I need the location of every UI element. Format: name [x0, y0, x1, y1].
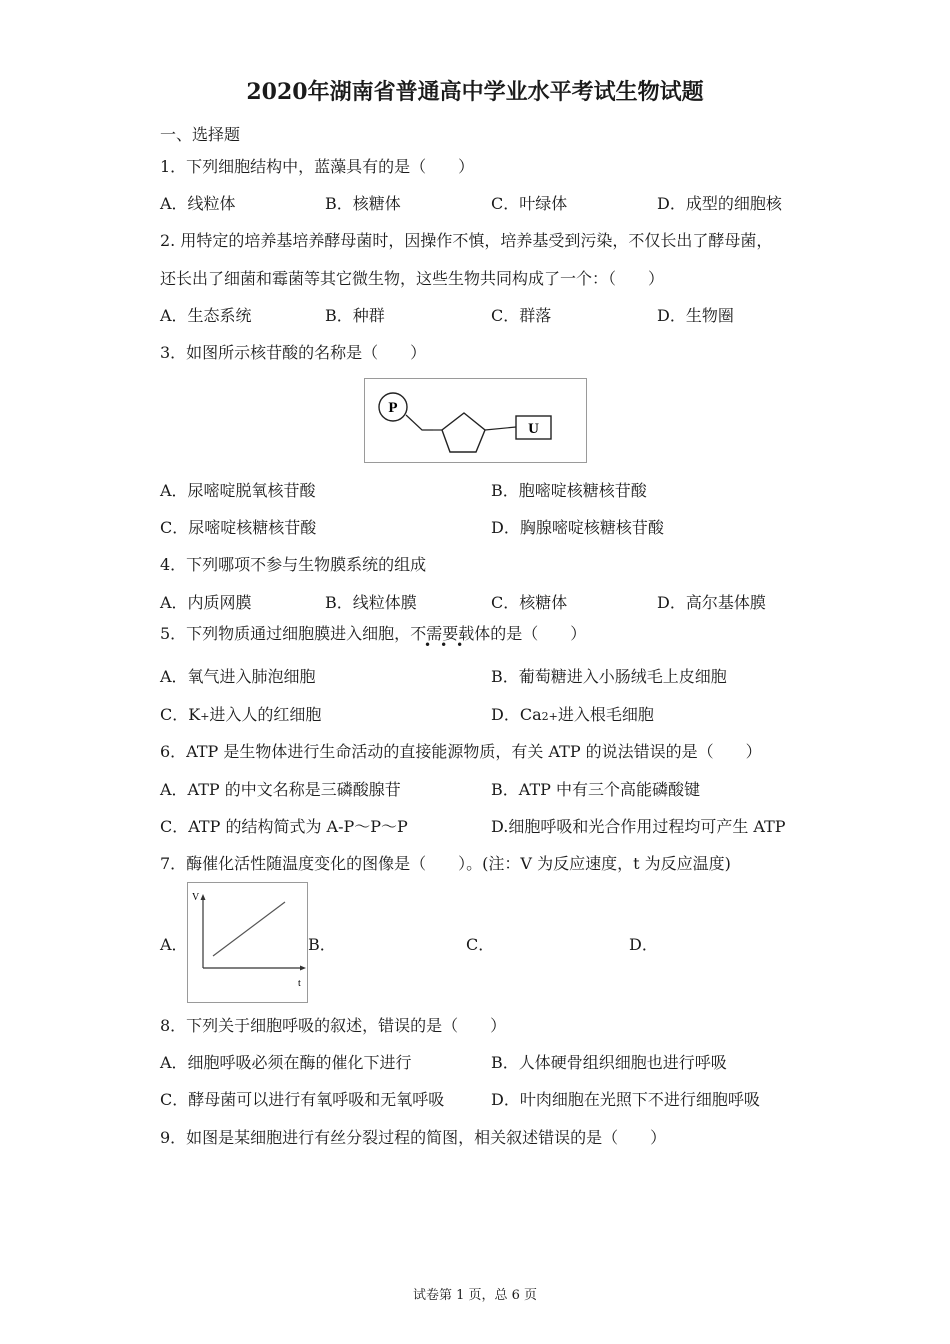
q4-option-d: D．高尔基体膜: [657, 593, 766, 612]
v-axis-label: V: [192, 892, 200, 903]
q4-stem: 4．下列哪项不参与生物膜系统的组成: [160, 555, 427, 574]
q2-stem-line1: 2. 用特定的培养基培养酵母菌时，因操作不慎，培养基受到污染，不仅长出了酵母菌，: [160, 231, 773, 250]
q1-stem: 1．下列细胞结构中，蓝藻具有的是（ ）: [160, 157, 475, 176]
nucleotide-figure: [364, 378, 587, 463]
section-heading: 一、选择题: [160, 125, 241, 144]
q6-option-a: A．ATP 的中文名称是三磷酸腺苷: [160, 780, 401, 799]
q8-option-d: D．叶肉细胞在光照下不进行细胞呼吸: [491, 1090, 760, 1109]
q5-option-c: [160, 705, 321, 727]
q4-option-c: C．核糖体: [491, 593, 568, 612]
base-label: U: [528, 421, 539, 437]
q7-option-d: D．: [629, 935, 658, 954]
page-footer: 试卷第 1 页，总 6 页: [412, 1288, 538, 1303]
q6-stem: 6．ATP 是生物体进行生命活动的直接能源物质，有关 ATP 的说法错误的是（ ）: [160, 742, 762, 761]
emphasis-dots: •••: [424, 638, 473, 652]
q7-stem: 7．酶催化活性随温度变化的图像是（ ）。(注：V 为反应速度，t 为反应温度): [160, 854, 731, 873]
q6-option-b: B．ATP 中有三个高能磷酸键: [491, 780, 700, 799]
q3-option-b: B．胞嘧啶核糖核苷酸: [491, 481, 647, 500]
q3-option-d: D．胸腺嘧啶核糖核苷酸: [491, 518, 664, 537]
q2-option-d: D．生物圈: [657, 306, 734, 325]
q5-option-a: A．氧气进入肺泡细胞: [160, 667, 316, 686]
q5-option-b: B．葡萄糖进入小肠绒毛上皮细胞: [491, 667, 727, 686]
q1-option-c: C．叶绿体: [491, 194, 568, 213]
page-title: 2020年湖南省普通高中学业水平考试生物试题: [246, 79, 704, 105]
q2-option-b: B．种群: [325, 306, 385, 325]
q5-stem: [160, 624, 586, 644]
q4-option-b: B．线粒体膜: [325, 593, 417, 612]
q2-option-c: C．群落: [491, 306, 552, 325]
q6-option-d: D.细胞呼吸和光合作用过程均可产生 ATP: [491, 817, 786, 836]
q5-option-c-pre: C．K: [160, 705, 201, 724]
q8-option-a: A．细胞呼吸必须在酶的催化下进行: [160, 1053, 412, 1072]
q7-option-a: A．: [160, 935, 188, 954]
q8-stem: 8．下列关于细胞呼吸的叙述，错误的是（ ）: [160, 1016, 507, 1035]
t-axis-label: t: [298, 978, 301, 989]
q8-option-c: C．酵母菌可以进行有氧呼吸和无氧呼吸: [160, 1090, 445, 1109]
q5-option-c-sup: +: [200, 710, 210, 723]
q3-option-a: A．尿嘧啶脱氧核苷酸: [160, 481, 316, 500]
q5-stem-post: 载体的是（ ）: [458, 624, 587, 643]
q4-option-a: A．内质网膜: [160, 593, 252, 612]
q5-option-d: [491, 705, 654, 727]
q3-stem: 3．如图所示核苷酸的名称是（ ）: [160, 343, 427, 362]
q5-option-c-post: 进入人的红细胞: [209, 705, 322, 724]
q5-stem-emphasis: 不需要: [410, 624, 459, 643]
q1-option-d: D．成型的细胞核: [657, 194, 782, 213]
q8-option-b: B．人体硬骨组织细胞也进行呼吸: [491, 1053, 727, 1072]
q9-stem: 9．如图是某细胞进行有丝分裂过程的简图，相关叙述错误的是（ ）: [160, 1128, 667, 1147]
q3-option-c: C．尿嘧啶核糖核苷酸: [160, 518, 317, 537]
q7-option-c: C．: [466, 935, 495, 954]
q2-option-a: A．生态系统: [160, 306, 252, 325]
q7-option-b: B．: [308, 935, 336, 954]
q5-stem-pre: 5．下列物质通过细胞膜进入细胞，: [160, 624, 411, 643]
q5-option-d-sup: 2+: [541, 710, 558, 723]
q5-option-d-post: 进入根毛细胞: [557, 705, 654, 724]
q5-option-d-pre: D．Ca: [491, 705, 542, 724]
q2-stem-line2: 还长出了细菌和霉菌等其它微生物，这些生物共同构成了一个：（ ）: [160, 269, 665, 288]
q1-option-b: B．核糖体: [325, 194, 401, 213]
q1-option-a: A．线粒体: [160, 194, 236, 213]
graph-a: [187, 882, 308, 1003]
phosphate-label: P: [388, 400, 398, 416]
q6-option-c: C．ATP 的结构简式为 A-P～P～P: [160, 817, 408, 836]
